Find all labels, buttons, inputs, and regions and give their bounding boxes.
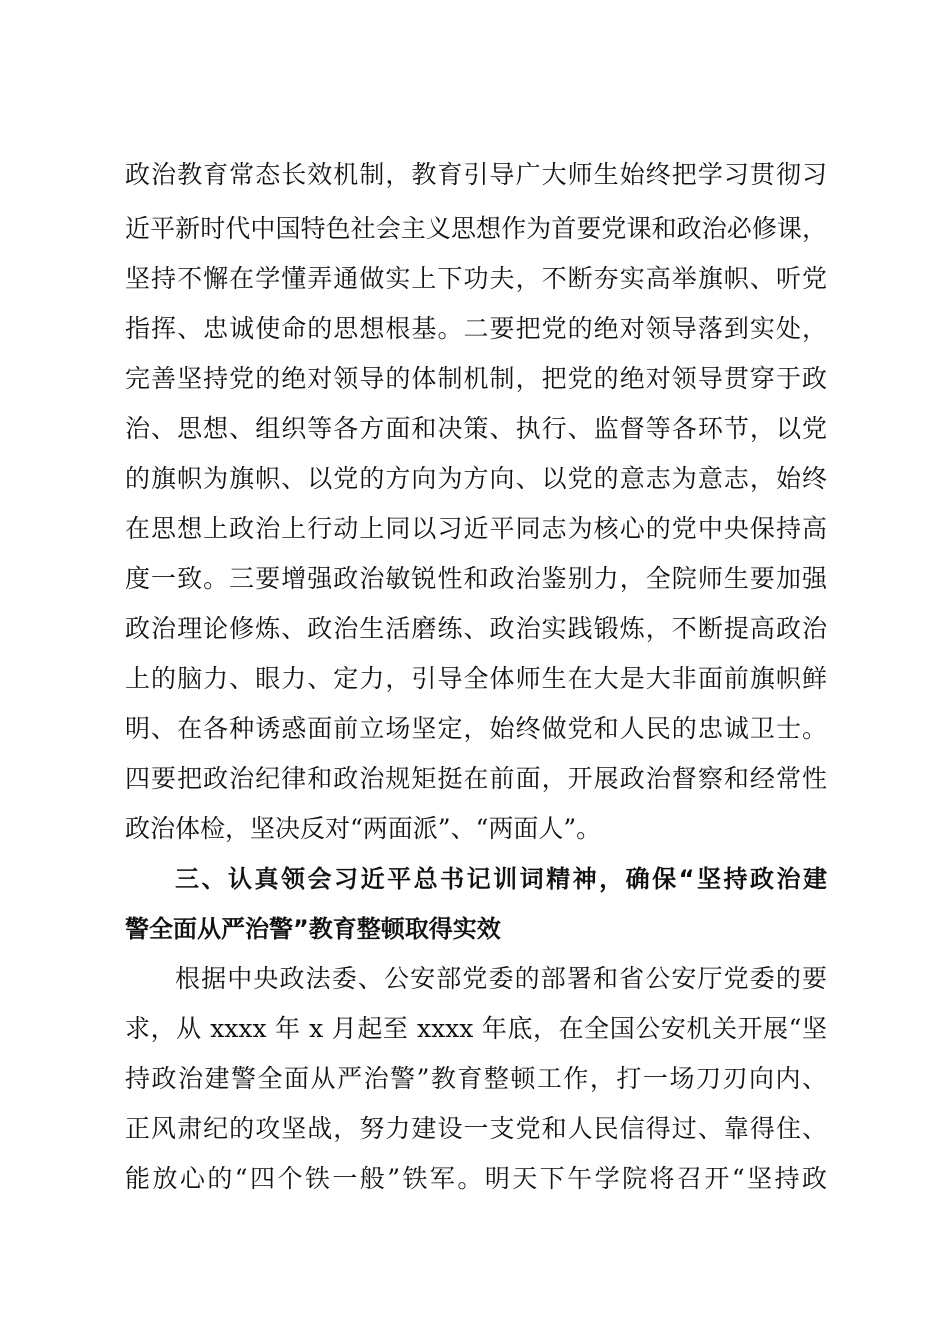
body-text-line: 治、思想、组织等各方面和决策、执行、监督等各环节，以党 <box>125 414 827 443</box>
body-text-line: 的旗帜为旗帜、以党的方向为方向、以党的意志为意志，始终 <box>125 464 827 493</box>
body-text-line: 近平新时代中国特色社会主义思想作为首要党课和政治必修课， <box>125 214 827 243</box>
body-text-line: 坚持不懈在学懂弄通做实上下功夫，不断夯实高举旗帜、听党 <box>125 264 827 293</box>
body-text-line: 四要把政治纪律和政治规矩挺在前面，开展政治督察和经常性 <box>125 764 827 793</box>
paragraph-line: 能放心的“四个铁一般”铁军。明天下午学院将召开“坚持政 <box>125 1164 827 1193</box>
body-text-line: 在思想上政治上行动上同以习近平同志为核心的党中央保持高 <box>125 514 827 543</box>
body-text-line: 指挥、忠诚使命的思想根基。二要把党的绝对领导落到实处， <box>125 314 827 343</box>
paragraph-line: 根据中央政法委、公安部党委的部署和省公安厅党委的要 <box>175 964 827 993</box>
body-text-line: 明、在各种诱惑面前立场坚定，始终做党和人民的忠诚卫士。 <box>125 714 827 743</box>
body-text-line: 政治理论修炼、政治生活磨练、政治实践锻炼，不断提高政治 <box>125 614 827 643</box>
paragraph-line: 正风肃纪的攻坚战，努力建设一支党和人民信得过、靠得住、 <box>125 1114 827 1143</box>
section-heading: 三、认真领会习近平总书记训词精神，确保“坚持政治建 <box>175 865 827 893</box>
paragraph-line: 求，从 xxxx 年 x 月起至 xxxx 年底，在全国公安机关开展“坚 <box>125 1014 827 1043</box>
body-text-line: 政治体检，坚决反对“两面派”、“两面人”。 <box>125 814 602 843</box>
body-text-line: 政治教育常态长效机制，教育引导广大师生始终把学习贯彻习 <box>125 160 827 189</box>
body-text-line: 完善坚持党的绝对领导的体制机制，把党的绝对领导贯穿于政 <box>125 364 827 393</box>
paragraph-line: 持政治建警全面从严治警”教育整顿工作，打一场刀刃向内、 <box>125 1064 827 1093</box>
section-heading-continued: 警全面从严治警”教育整顿取得实效 <box>125 915 501 943</box>
body-text-line: 度一致。三要增强政治敏锐性和政治鉴别力，全院师生要加强 <box>125 564 827 593</box>
body-text-line: 上的脑力、眼力、定力，引导全体师生在大是大非面前旗帜鲜 <box>125 664 827 693</box>
